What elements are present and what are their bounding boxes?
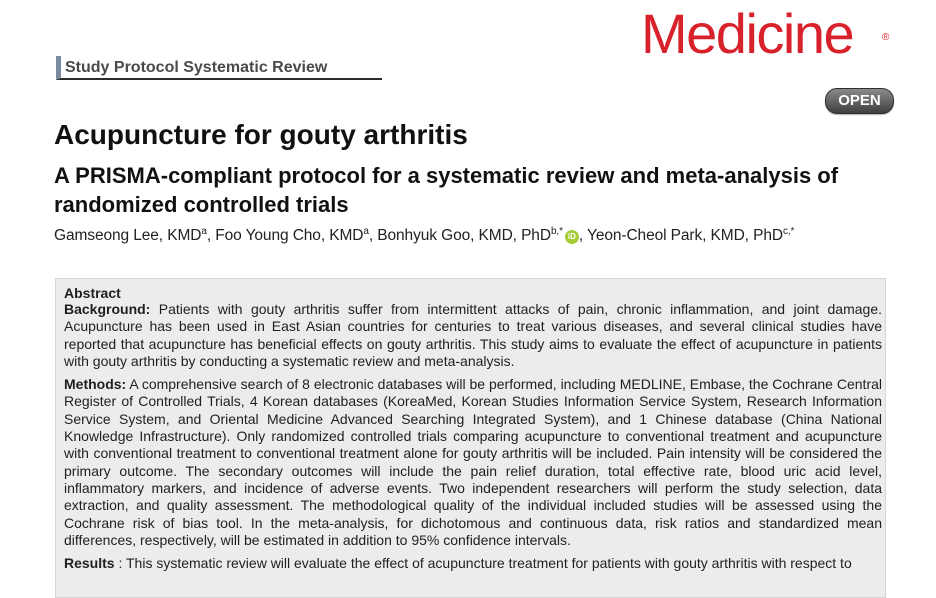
registered-mark: ® [882, 32, 890, 43]
abstract-box [55, 278, 886, 598]
author-affiliation: c,* [782, 226, 795, 237]
article-subtitle: A PRISMA-compliant protocol for a systematic review and meta-analysis of randomized controlled trials [54, 163, 839, 217]
methods-label: Methods: [64, 376, 127, 393]
author-separator: , [578, 227, 588, 245]
author-name: Bonhyuk Goo, KMD, PhD [377, 227, 551, 245]
journal-logo [641, 2, 854, 65]
journal-name: Medicine [641, 2, 854, 65]
open-access-badge: OPEN [825, 88, 894, 114]
background-label: Background: [64, 301, 151, 317]
orcid-icon[interactable]: iD [565, 230, 579, 244]
author-affiliation: b,* [550, 226, 563, 237]
author-name: Yeon-Cheol Park, KMD, PhD [587, 227, 783, 245]
author-separator: , [206, 227, 216, 245]
article-category: Study Protocol Systematic Review [56, 56, 382, 80]
author-affiliation: a [201, 226, 207, 237]
author-affiliation: a [363, 226, 369, 237]
abstract-heading: Abstract [64, 285, 121, 301]
methods-text: A comprehensive search of 8 electronic databases will be performed, including MEDLINE, Embase, the Cochrane Central Register of Controlled Trials, 4 Korean databases (KoreaMed, Korean Studies Information Service System, Research Information Service System, and Oriental Medicine Advanced Searching Integrated System), and 1 Chinese database (China National Knowledge Infrastructure). Only randomized controlled trials comparing acupuncture to conventional treatment and acupuncture with conventional treatment to conventional treatment alone for gouty arthritis will be included. Pain intensity will be considered the primary outcome. The secondary outcomes will include the pain relief duration, total effective rate, blood uric acid level, inflammatory markers, and incidence of adverse events. Two independent researchers will perform the study selection, data extraction, and quality assessment. The methodological quality of the individual included studies will be assessed using the Cochrane risk of bias tool. In the meta-analysis, for dichotomous and continuous data, risk ratios and standardized mean differences, respectively, will be estimated in addition to 95% confidence intervals. [64, 376, 882, 548]
background-text: Patients with gouty arthritis suffer from intermittent attacks of pain, chronic inflammation, and joint damage. Acupuncture has been used in East Asian countries for centuries to treat various diseases, and several clinical studies have reported that acupuncture has beneficial effects on gouty arthritis. This study aims to evaluate the effect of acupuncture in patients with gouty arthritis by conducting a systematic review and meta-analysis. [64, 301, 883, 369]
background-paragraph [64, 301, 882, 370]
author-list [54, 226, 794, 245]
methods-paragraph [64, 376, 882, 549]
author-name: Foo Young Cho, KMD [215, 227, 364, 245]
author-separator: , [368, 227, 378, 245]
results-label: Results [64, 555, 115, 572]
results-paragraph [64, 555, 882, 572]
author-name: Gamseong Lee, KMD [54, 227, 202, 245]
article-title: Acupuncture for gouty arthritis [54, 119, 468, 150]
results-text: : This systematic review will evaluate the effect of acupuncture treatment for patients with gouty arthritis with respect to [118, 555, 852, 572]
